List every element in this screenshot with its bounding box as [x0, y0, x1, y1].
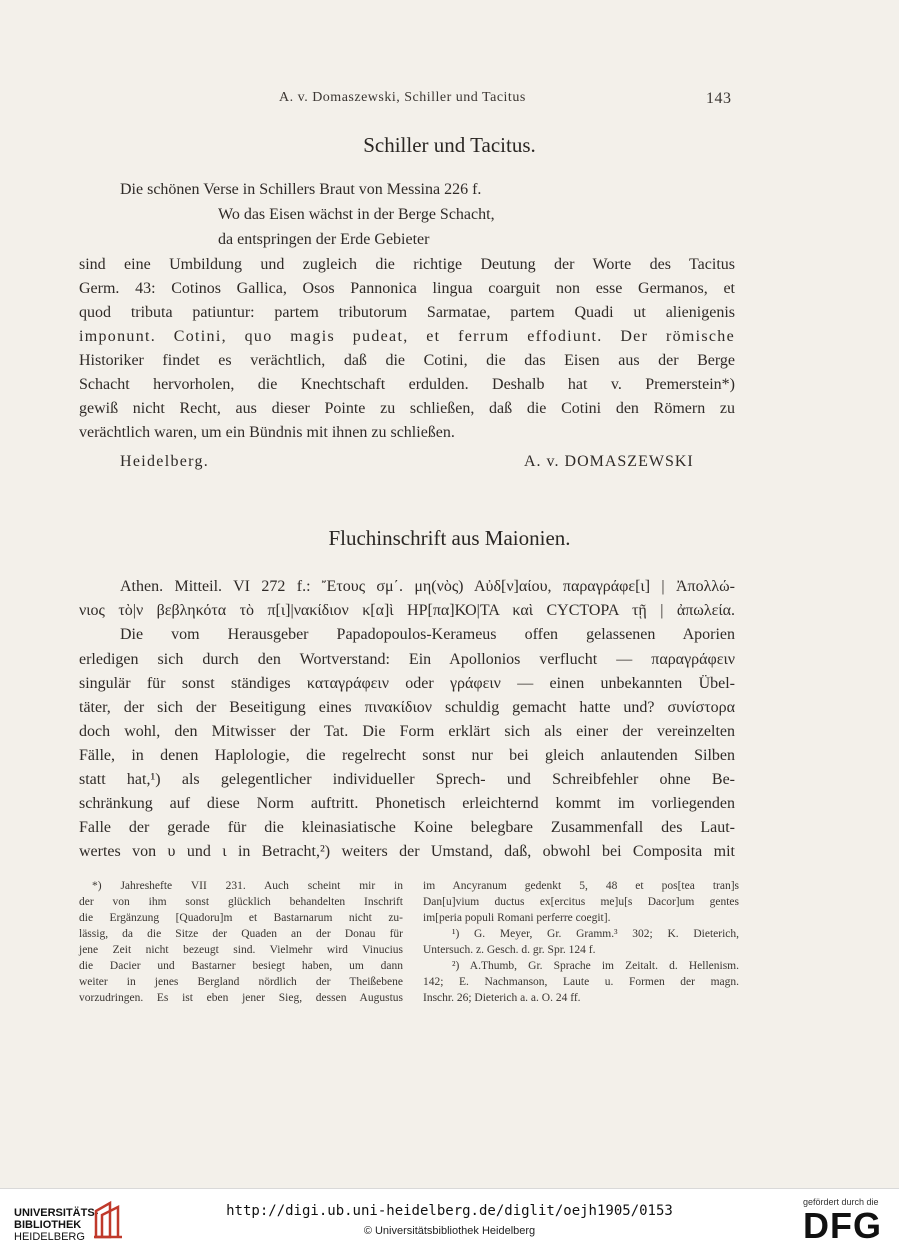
footnote-line: lässig, da die Sitze der Quaden an der Donau für	[79, 928, 403, 940]
text-line: schränkung auf diese Norm auftritt. Phonetisch erleichternd kommt im vorliegenden	[79, 795, 735, 812]
signature-author: A. v. DOMASZEWSKI	[524, 453, 694, 470]
footnote-line: im Ancyranum gedenkt 5, 48 et pos[tea tran]s	[423, 880, 739, 892]
text-line: statt hat,¹) als gelegentlicher individueller Sprech- und Schreibfehler ohne Be-	[79, 771, 735, 788]
footnote-line: im[peria populi Romani perferre coegit].	[423, 912, 611, 924]
footnote-line: die Ergänzung [Quadoru]m et Bastarnarum nicht zu-	[79, 912, 403, 924]
verse-line: Wo das Eisen wächst in der Berge Schacht,	[218, 206, 495, 223]
text-line: Falle der gerade für die kleinasiatische Koine belegbare Zusammenfall des Laut-	[79, 819, 735, 836]
text-line: doch wohl, den Mitwisser der Tat. Die Form erklärt sich als einer der vereinzelten	[79, 723, 735, 740]
library-name-line3: HEIDELBERG	[14, 1231, 85, 1243]
footnote-line: jene Zeit nicht bezeugt sind. Vielmehr wird Vinucius	[79, 944, 403, 956]
footnote-line: Untersuch. z. Gesch. d. gr. Spr. 124 f.	[423, 944, 596, 956]
text-line: erledigen sich durch den Wortverstand: Ein Apollonios verflucht — παραγράφειν	[79, 651, 735, 668]
running-title: A. v. Domaszewski, Schiller und Tacitus	[279, 90, 526, 105]
footnote-line: 142; E. Nachmanson, Laute u. Formen der magn.	[423, 976, 739, 988]
footnote-line: die Dacier und Bastarner besiegt haben, um dann	[79, 960, 403, 972]
text-line: täter, der sich der Beseitigung eines πινακίδιον schuldig gemacht hatte und? συνίστορα	[79, 699, 735, 716]
footnote-line: Dan[u]vium ductus ex[ercitus me]u[s Dacor]um gentes	[423, 896, 739, 908]
text-line: Fälle, in denen Haplologie, die regelrecht sonst nur bei gleich anlautenden Silben	[79, 747, 735, 764]
running-head	[0, 90, 899, 110]
text-line: Die vom Herausgeber Papadopoulos-Kerameus offen gelassenen Aporien	[120, 626, 735, 643]
library-name-line1: UNIVERSITÄTS-	[14, 1207, 99, 1219]
footnote-line: weiter in jenes Bergland nördlich der Theißebene	[79, 976, 403, 988]
library-name-line2: BIBLIOTHEK	[14, 1219, 82, 1231]
footnote-line: ¹) G. Meyer, Gr. Gramm.³ 302; K. Dieterich,	[452, 928, 739, 940]
text-line: singulär für sonst ständiges καταγράφειν oder γράφειν — einen unbekannten Übel-	[79, 675, 735, 692]
text-line: wertes von υ und ι in Betracht,²) weiters der Umstand, daß, obwohl bei Composita mit	[79, 843, 735, 860]
text-line: Germ. 43: Cotinos Gallica, Osos Pannonica lingua coarguit non esse Germanos, et	[79, 280, 735, 297]
article-title-schiller: Schiller und Tacitus.	[363, 133, 536, 157]
copyright-notice: © Universitätsbibliothek Heidelberg	[363, 1225, 536, 1237]
article-title-fluchinschrift: Fluchinschrift aus Maionien.	[328, 526, 571, 550]
footnote-line: *) Jahreshefte VII 231. Auch scheint mir in	[92, 880, 403, 892]
signature-place: Heidelberg.	[120, 453, 210, 470]
page-number: 143	[706, 90, 732, 107]
text-line: sind eine Umbildung und zugleich die richtige Deutung der Worte des Tacitus	[79, 256, 735, 273]
footnote-line: der von ihm sonst glücklich behandelten Inschrift	[79, 896, 403, 908]
footnote-line: Inschr. 26; Dieterich a. a. O. 24 ff.	[423, 992, 581, 1004]
footnote-line: vorzudringen. Es ist eben jener Sieg, dessen Augustus	[79, 992, 403, 1004]
footer-bar	[0, 1188, 899, 1251]
funding-note: gefördert durch die	[803, 1197, 879, 1207]
text-line: Schacht hervorholen, die Knechtschaft erdulden. Deshalb hat v. Premerstein*)	[79, 376, 735, 393]
text-line: Athen. Mitteil. VI 272 f.: Ἔτους σμ΄. μη(νὸς) Αὐδ[ν]αίου, παραγράφε[ι] | Ἀπολλώ-	[120, 578, 735, 595]
text-line: imponunt. Cotini, quo magis pudeat, et ferrum effodiunt. Der römische	[79, 328, 735, 345]
permalink-url[interactable]: http://digi.ub.uni-heidelberg.de/diglit/oejh1905/0153	[226, 1203, 673, 1219]
text-line: Historiker findet es verächtlich, daß die Cotini, die das Eisen aus der Berge	[79, 352, 735, 369]
text-line: verächtlich waren, um ein Bündnis mit ihnen zu schließen.	[79, 424, 455, 441]
text-line: Die schönen Verse in Schillers Braut von Messina 226 f.	[120, 181, 482, 198]
text-line: gewiß nicht Recht, aus dieser Pointe zu schließen, daß die Cotini den Römern zu	[79, 400, 735, 417]
footnote-line: ²) A.Thumb, Gr. Sprache im Zeitalt. d. Hellenism.	[452, 960, 739, 972]
text-line: quod tributa patiuntur: partem tributorum Sarmatae, partem Quadi ut alienigenis	[79, 304, 735, 321]
dfg-logo[interactable]: DFG	[803, 1205, 882, 1246]
text-line: νιος τὸ|ν βεβληκότα τὸ π[ι]|νακίδιον κ[α]ὶ ΗΡ[πα]ΚΟ|ΤΑ καὶ CYCTOPA τῇ | ἀπωλεία.	[79, 602, 735, 619]
verse-line: da entspringen der Erde Gebieter	[218, 231, 430, 248]
